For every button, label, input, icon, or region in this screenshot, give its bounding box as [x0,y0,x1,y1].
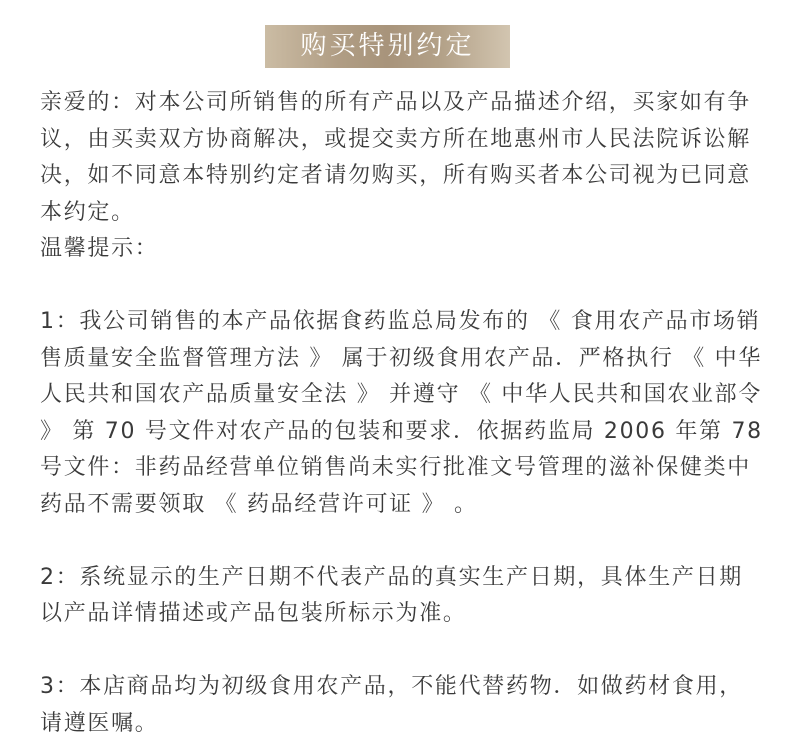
intro-line: 亲爱的：对本公司所销售的所有产品以及产品描述介绍，买家如有争 [40,90,752,115]
note-line: 售质量安全监督管理方法 》 属于初级食用农产品．严格执行 《 中华 [40,345,763,371]
note-line: 人民共和国农产品质量安全法 》 并遵守 《 中华人民共和国农业部令 [40,382,763,407]
note-line: 号文件：非药品经营单位销售尚未实行批准文号管理的滋补保健类中 [40,455,752,480]
intro-paragraph [40,85,765,231]
note-line: 1：我公司销售的本产品依据食药监总局发布的 《 食用农产品市场销 [40,309,761,334]
note-line: 2：系统显示的生产日期不代表产品的真实生产日期，具体生产日期 [40,564,743,590]
note-line: 3：本店商品均为初级食用农产品，不能代替药物．如做药材食用， [40,674,743,699]
intro-line: 议，由买卖双方协商解决，或提交卖方所在地惠州市人民法院诉讼解 [40,126,752,152]
intro-line: 决，如不同意本特别约定者请勿购买，所有购买者本公司视为已同意 [40,163,752,188]
note-1 [40,304,765,523]
tip-heading: 温馨提示： [40,236,159,261]
note-line: 药品不需要领取 《 药品经营许可证 》 。 [40,491,478,517]
note-line: 以产品详情描述或产品包装所标示为准。 [40,601,467,626]
intro-line: 本约定。 [40,199,135,225]
page-title: 购买特别约定 [300,31,475,61]
note-line: 》 第 70 号文件对农产品的包装和要求．依据药监局 2006 年第 78 [40,418,763,444]
note-3 [40,669,765,742]
agreement-body [40,85,765,742]
note-line: 请遵医嘱。 [40,710,159,736]
note-2 [40,560,765,633]
title-banner [265,25,510,68]
